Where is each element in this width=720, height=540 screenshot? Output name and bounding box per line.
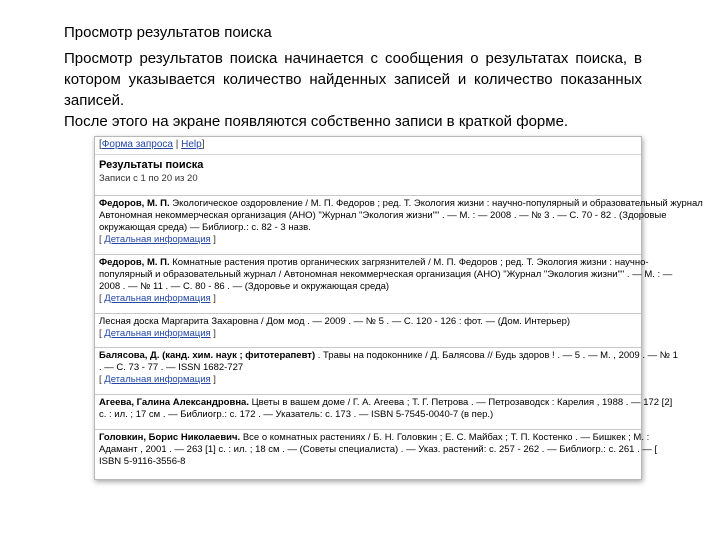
record-author: Головкин, Борис Николаевич. — [99, 432, 241, 443]
record-text: Адамант , 2001 . — 263 [1] с. : ил. ; 18 см . — (Советы специалиста) . — Указ. растений: с. 257 - 262 . — Библиогр.: с. 261 . — [ — [99, 444, 658, 456]
detail-info-link[interactable]: Детальная информация — [104, 234, 211, 246]
record-text: Лесная доска Маргарита Захаровна / Дом мод . — 2009 . — № 5 . — С. 120 - 126 : фот. — (Дом. Интерьер) — [99, 316, 571, 327]
intro-paragraph: Просмотр результатов поиска начинается с сообщения о результатах поиска, в котором указывается количество найденных записей и количество показанных записей. — [64, 50, 642, 109]
record-item: Федоров, М. П. Комнатные растения против органических загрязнителей / М. П. Федоров ; ред. Т. Экология жизни : научно- популярный и образовательный журнал / Автономная некоммерческая организация (АНО) "Журнал "Экология жизни"" . — М. : — 2008 . — № 11 . — С. 80 - 86 . — (Здоровье и окружающая среда) [ Детальная информация ] — [95, 255, 641, 314]
record-item: Федоров, М. П. Экологическое оздоровление / М. П. Федоров ; ред. Т. Экология жизни : научно-популярный и образовательный журнал Автономная некоммерческая организация (АНО) "Журнал "Экология жизни"" . — М. : — 2008 . — № 3 . — С. 70 - 82 . (Здоровые окружающая среда) — Библиогр.: с. 82 - 3 назв. [ Детальная информация ] — [95, 196, 641, 255]
record-text: 2008 . — № 11 . — С. 80 - 86 . — (Здоровье и окружающая среда) — [99, 281, 390, 293]
search-results-screenshot — [94, 136, 703, 480]
record-author: Федоров, М. П. — [99, 257, 170, 268]
record-author: Агеева, Галина Александровна. — [99, 397, 249, 408]
nav-close-bracket: ] — [201, 139, 205, 150]
record-text: . Травы на подоконнике / Д. Балясова // Будь здоров ! . — 5 . — М. , 2009 . — № 1 — [315, 350, 678, 361]
record-item: Балясова, Д. (канд. хим. наук ; фитотерапевт) . Травы на подоконнике / Д. Балясова // Будь здоров ! . — 5 . — М. , 2009 . — № 1 . — С. 73 - 77 . — ISSN 1682-727 [ Детальная информация ] — [95, 348, 641, 395]
results-header — [95, 155, 641, 196]
detail-info-link[interactable]: Детальная информация — [104, 328, 211, 340]
query-form-link[interactable]: Форма запроса — [101, 139, 173, 150]
detail-info-link[interactable]: Детальная информация — [104, 293, 211, 305]
second-paragraph: После этого на экране появляются собственно записи в краткой форме. — [64, 113, 569, 130]
record-author: Балясова, Д. (канд. хим. наук ; фитотерапевт) — [99, 350, 316, 361]
record-text: Экологическое оздоровление / М. П. Федоров ; ред. Т. Экология жизни : научно-популярный и образовательный журнал — [169, 198, 703, 209]
record-item — [95, 395, 673, 430]
results-count: Записи с 1 по 20 из 20 — [99, 173, 198, 184]
record-text: с. : ил. ; 17 см . — Библиогр.: с. 172 . — Указатель: с. 173 . — ISBN 5-7545-0040-7 (в пер.) — [99, 409, 494, 421]
record-text: Комнатные растения против органических загрязнителей / М. П. Федоров ; ред. Т. Экология жизни : научно- — [169, 257, 649, 268]
record-item — [95, 430, 658, 482]
detail-info-link[interactable]: Детальная информация — [104, 374, 211, 386]
record-item: Лесная доска Маргарита Захаровна / Дом мод . — 2009 . — № 5 . — С. 120 - 126 : фот. — (Дом. Интерьер) [ Детальная информация ] — [95, 314, 641, 348]
record-text: окружающая среда) — Библиогр.: с. 82 - 3 назв. — [99, 222, 311, 234]
results-title: Результаты поиска — [99, 159, 204, 171]
record-text: Автономная некоммерческая организация (АНО) "Журнал "Экология жизни"" . — М. : — 2008 . — № 3 . — С. 70 - 82 . (Здоровые — [99, 210, 667, 222]
slide-title: Просмотр результатов поиска — [64, 24, 272, 41]
record-text: Цветы в вашем доме / Г. А. Агеева ; Т. Г. Петрова . — Петрозаводск : Карелия , 1988 . — 172 [2] — [248, 397, 673, 408]
nav-separator: | — [172, 139, 182, 150]
record-text: популярный и образовательный журнал / Автономная некоммерческая организация (АНО) "Журнал "Экология жизни"" . — М. : — — [99, 269, 673, 281]
record-author: Федоров, М. П. — [99, 198, 170, 209]
record-text: ISBN 5-9116-3556-8 — [99, 456, 186, 468]
record-text: . — С. 73 - 77 . — ISSN 1682-727 — [99, 362, 244, 374]
nav-open-bracket: [ — [99, 139, 102, 150]
help-link[interactable]: Help — [181, 139, 202, 150]
record-text: Все о комнатных растениях / Б. Н. Головкин ; Е. С. Майбах ; Т. П. Костенко . — Бишкек ; М. : — [240, 432, 650, 443]
top-navigation — [95, 137, 641, 155]
